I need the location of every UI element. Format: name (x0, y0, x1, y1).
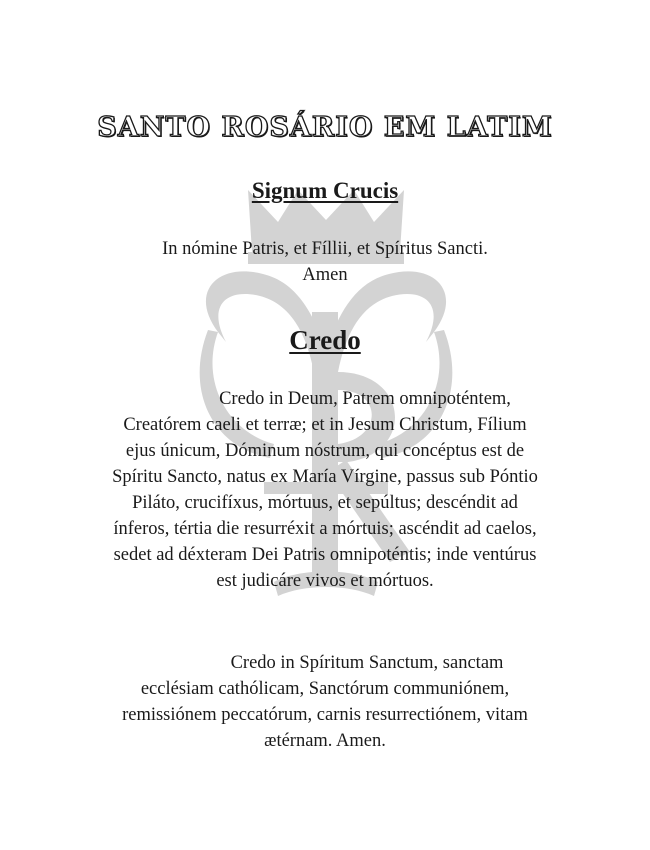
credo-paragraph-2 (108, 650, 542, 754)
credo-paragraph-1-text: Credo in Deum, Patrem omnipoténtem, Creatórem caeli et terræ; et in Jesum Christum, Fílium ejus únicum, Dóminum nóstrum, qui concéptus est de Spíritu Sancto, natus ex María Vírgine, passus sub Póntio Piláto, crucifíxus, mórtuus, et sepúltus; descéndit ad ínferos, tértia die resurréxit a mórtuis; ascéndit ad caelos, sedet ad déxteram Dei Patris omnipoténtis; inde ventúrus est judicáre vivos et mórtuos. (112, 389, 538, 591)
section-heading-signum-crucis: Signum Crucis (251, 178, 399, 203)
credo-paragraph-2-text: Credo in Spíritum Sanctum, sanctam ecclésiam cathólicam, Sanctórum communiónem, remissiónem peccatórum, carnis resurrectiónem, vitam ætérnam. Amen. (122, 653, 528, 751)
document-title: SANTO ROSÁRIO EM LATIM (97, 112, 553, 143)
signum-crucis-text: In nómine Patris, et Fíllii, et Spíritus Sancti. Amen (162, 239, 488, 285)
credo-paragraph-1 (108, 386, 542, 594)
section-heading-credo: Credo (289, 325, 361, 355)
